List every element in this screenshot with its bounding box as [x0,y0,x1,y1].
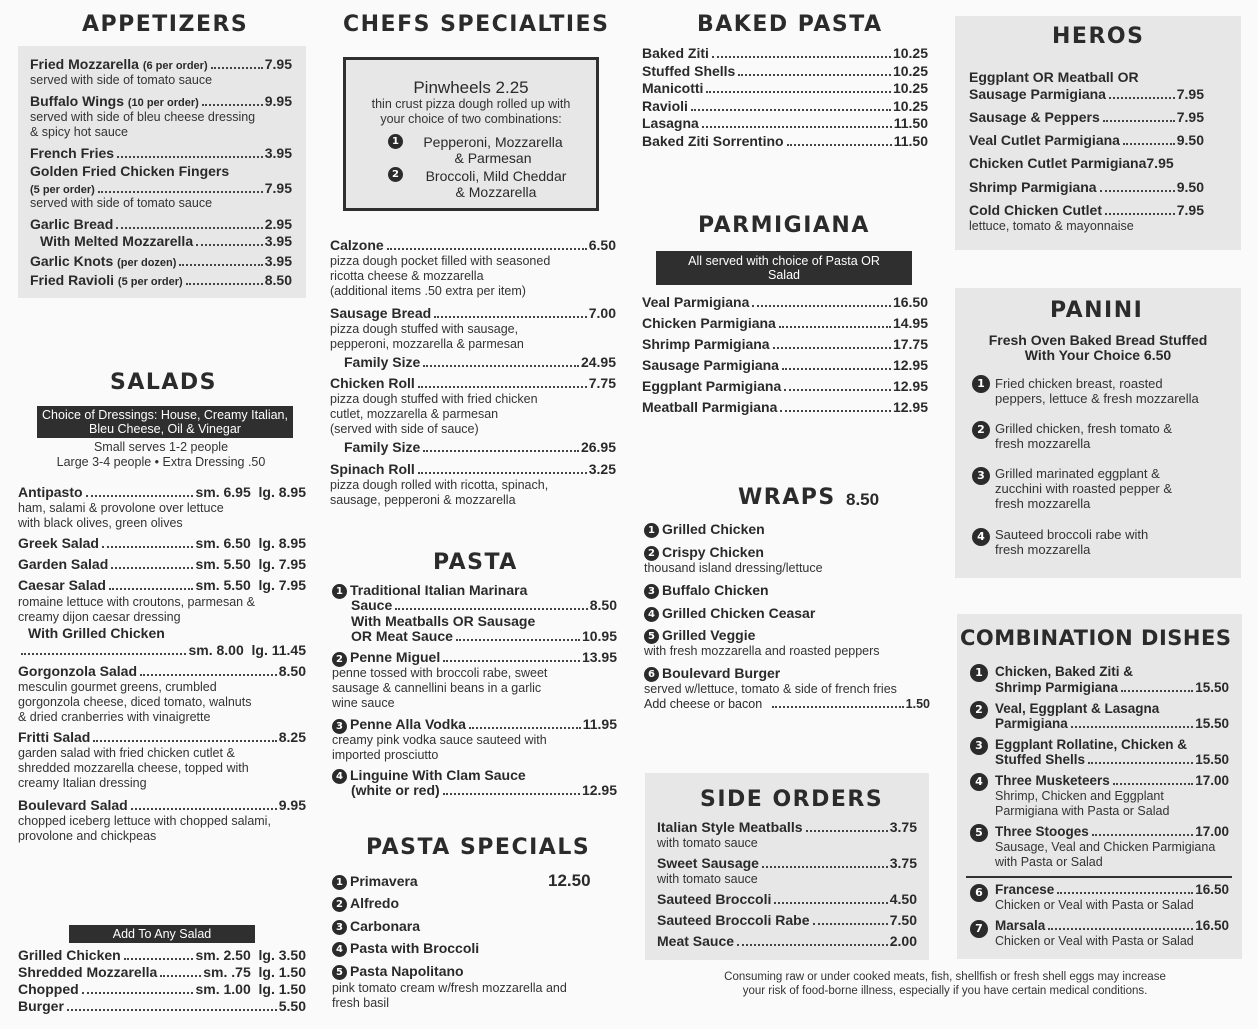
menu-item-name: 4 Linguine With Clam Sauce [332,767,526,784]
item-desc: wine sauce [332,696,395,710]
menu-item: Sausage Bread 7.00 [330,305,616,321]
chefs-specialties-heading: CHEFS SPECIALTIES [343,12,610,37]
item-desc: pizza dough rolled with ricotta, spinach, [330,478,549,492]
number-2-icon: 2 [644,546,659,561]
item-desc: penne tossed with broccoli rabe, sweet [332,666,548,680]
item-desc: sausage & cannellini beans in a garlic [332,681,542,695]
menu-item: Sauce 8.50 [351,597,617,613]
item-desc: imported prosciutto [332,748,439,762]
item-desc: sausage, pepperoni & mozzarella [330,493,516,507]
panini-option: Grilled chicken, fresh tomato & fresh mozzarella [995,421,1173,451]
item-desc: served with side of tomato sauce [30,73,213,87]
number-2-icon: 2 [388,167,403,182]
menu-item: Three Stooges 17.00 [995,824,1229,839]
menu-item: (white or red) 12.95 [351,782,617,798]
menu-item: Garden Salad sm. 5.50 lg. 7.95 [18,556,306,572]
wrap-item: 3 Buffalo Chicken [644,582,769,599]
item-desc: romaine lettuce with croutons, parmesan & [18,595,255,609]
menu-item: Chicken Roll 7.75 [330,375,616,391]
parmigiana-banner: All served with choice of Pasta OR Salad [656,251,912,285]
menu-item: Lasagna 11.50 [642,115,928,131]
menu-item-name: With Meatballs OR Sausage [351,613,536,629]
special-item: 1 Primavera [332,873,418,890]
menu-item: Sausage & Peppers 7.95 [969,109,1204,125]
pasta-heading: PASTA [433,550,518,575]
menu-item: Stuffed Shells 10.25 [642,63,928,79]
item-desc: gorgonzola cheese, diced tomato, walnuts [18,695,252,709]
number-1-icon: 1 [970,664,988,682]
wrap-item: 1 Grilled Chicken [644,521,765,538]
menu-item: Sauteed Broccoli 4.50 [657,891,917,907]
menu-item: Buffalo Wings (10 per order) 9.95 [30,93,292,109]
number-4-icon: 4 [972,528,990,546]
dressings-banner: Choice of Dressings: House, Creamy Italian, Bleu Cheese, Oil & Vinegar [37,406,293,438]
item-desc: creamy pink vodka sauce sauteed with [332,733,547,747]
menu-item: Shrimp Parmigiana 15.50 [995,680,1229,695]
menu-item: Italian Style Meatballs 3.75 [657,819,917,835]
pinwheels-desc: your choice of two combinations: [380,112,562,126]
combo-option [388,165,406,182]
wrap-item: 5 Grilled Veggie [644,627,755,644]
menu-item: Chicken Parmigiana 14.95 [642,315,928,331]
panini-option: Fried chicken breast, roasted peppers, lettuce & fresh mozzarella [995,376,1199,406]
number-4-icon: 4 [644,607,659,622]
size-note: Small serves 1-2 people [93,440,229,454]
item-desc: served w/lettuce, tomato & side of french fries [644,682,897,696]
menu-item: Meat Sauce 2.00 [657,933,917,949]
number-2-icon: 2 [970,701,988,719]
menu-item: Veal Parmigiana 16.50 [642,294,928,310]
item-desc: served with side of bleu cheese dressing [30,110,256,124]
item-desc: & dried cranberries with vinaigrette [18,710,211,724]
number-4-icon: 4 [332,769,347,784]
item-desc: with fresh mozzarella and roasted peppers [644,644,880,658]
side-orders-heading: SIDE ORDERS [700,787,884,812]
item-desc: pepperoni, mozzarella & parmesan [330,337,524,351]
menu-item: Baked Ziti 10.25 [642,45,928,61]
item-desc: creamy Italian dressing [18,776,147,790]
number-5-icon: 5 [970,824,988,842]
number-2-icon: 2 [972,421,990,439]
menu-item: Shredded Mozzarella sm. .75 lg. 1.50 [18,964,306,980]
panini-intro: Fresh Oven Baked Bread Stuffed [988,332,1208,348]
panini-heading: PANINI [1050,298,1144,323]
pinwheels-desc: thin crust pizza dough rolled up with [371,97,571,111]
number-6-icon: 6 [644,667,659,682]
health-disclaimer: your risk of food-borne illness, especially if you have certain medical conditions. [742,985,1148,997]
menu-item: Marsala 16.50 [995,918,1229,933]
number-4-icon: 4 [332,942,347,957]
menu-item-name: With Grilled Chicken [28,625,165,641]
item-desc: (served with side of sauce) [330,422,479,436]
item-desc: (additional items .50 extra per item) [330,284,526,298]
item-desc: & spicy hot sauce [30,125,128,139]
menu-item: Chicken Cutlet Parmigiana 7.95 [969,155,1174,171]
divider [966,876,1232,878]
item-desc: mesculin gourmet greens, crumbled [18,680,217,694]
menu-item: Spinach Roll 3.25 [330,461,616,477]
special-item: 3 Carbonara [332,918,420,935]
number-1-icon: 1 [388,134,403,149]
menu-item: Three Musketeers 17.00 [995,773,1229,788]
menu-item: Parmigiana 15.50 [995,716,1229,731]
item-desc: thousand island dressing/lettuce [644,561,823,575]
number-2-icon: 2 [332,652,347,667]
menu-item: Boulevard Salad 9.95 [18,797,306,813]
item-desc: with tomato sauce [657,836,758,850]
number-5-icon: 5 [332,965,347,980]
pasta-specials-heading: PASTA SPECIALS [366,835,591,860]
pinwheels-box [343,57,599,211]
wraps-price: 8.50 [846,490,880,509]
menu-item: Fried Mozzarella (6 per order) 7.95 [30,56,292,72]
number-1-icon: 1 [972,375,990,393]
menu-item: Calzone 6.50 [330,237,616,253]
menu-item: With Melted Mozzarella 3.95 [40,233,292,249]
menu-item-name: 1 Traditional Italian Marinara [332,582,527,599]
panini-intro: With Your Choice 6.50 [1024,347,1172,363]
menu-item: Shrimp Parmigiana 9.50 [969,179,1204,195]
menu-item: Francese 16.50 [995,882,1229,897]
item-desc: pizza dough stuffed with sausage, [330,322,519,336]
number-5-icon: 5 [644,629,659,644]
panini-option: Grilled marinated eggplant & zucchini with roasted pepper & fresh mozzarella [995,466,1173,511]
number-1-icon: 1 [644,523,659,538]
combination-heading: COMBINATION DISHES [960,626,1232,650]
add-to-salad-banner: Add To Any Salad [69,925,255,943]
menu-item-name: Veal, Eggplant & Lasagna [995,701,1160,716]
menu-item: Gorgonzola Salad 8.50 [18,663,306,679]
number-3-icon: 3 [332,920,347,935]
menu-item: Sauteed Broccoli Rabe 7.50 [657,912,917,928]
number-1-icon: 1 [332,584,347,599]
menu-item: Garlic Bread 2.95 [30,216,292,232]
combo-option-text: Pepperoni, Mozzarella & Parmesan [423,134,563,166]
wraps-heading: WRAPS [738,485,836,510]
menu-item: sm. 8.00 lg. 11.45 [18,642,306,658]
menu-item: Cold Chicken Cutlet 7.95 [969,202,1204,218]
menu-item-name: Golden Fried Chicken Fingers [30,163,230,179]
pinwheels-title: Pinwheels 2.25 [413,78,529,97]
menu-item: Antipasto sm. 6.95 lg. 8.95 [18,484,306,500]
heros-heading: HEROS [1052,24,1145,49]
item-desc: served with side of tomato sauce [30,196,213,210]
item-desc: ricotta cheese & mozzarella [330,269,484,283]
number-1-icon: 1 [332,875,347,890]
menu-item-name: Eggplant OR Meatball OR [969,69,1139,85]
menu-item: (5 per order) 7.95 [30,180,292,196]
item-desc: pink tomato cream w/fresh mozzarella and [332,981,567,995]
menu-item: 2 Penne Miguel 13.95 [332,649,617,667]
appetizers-heading: APPETIZERS [82,12,249,37]
menu-item: Meatball Parmigiana 12.95 [642,399,928,415]
item-desc: Sausage, Veal and Chicken Parmigiana with Pasta or Salad [995,840,1216,869]
health-disclaimer: Consuming raw or under cooked meats, fish, shellfish or fresh shell eggs may increase [724,971,1166,983]
menu-item: Family Size 24.95 [344,354,616,370]
baked-pasta-heading: BAKED PASTA [697,12,883,37]
item-desc: garden salad with fried chicken cutlet & [18,746,235,760]
menu-item: Veal Cutlet Parmigiana 9.50 [969,132,1204,148]
number-3-icon: 3 [332,719,347,734]
item-desc: Shrimp, Chicken and Eggplant Parmigiana with Pasta or Salad [995,789,1170,818]
menu-item: Add cheese or bacon 1.50 [644,697,930,711]
number-3-icon: 3 [972,467,990,485]
menu-item: Stuffed Shells 15.50 [995,752,1229,767]
menu-item: Burger 5.50 [18,998,306,1014]
number-3-icon: 3 [970,737,988,755]
pasta-specials-price: 12.50 [548,871,591,890]
item-desc: lettuce, tomato & mayonnaise [969,219,1134,233]
item-desc: Chicken or Veal with Pasta or Salad [995,898,1194,912]
item-desc: shredded mozzarella cheese, topped with [18,761,249,775]
wrap-item: 2 Crispy Chicken [644,544,764,561]
special-item: 2 Alfredo [332,895,399,912]
number-7-icon: 7 [970,920,988,938]
menu-item-name: Chicken, Baked Ziti & [995,664,1134,679]
menu-item: Sausage Parmigiana 12.95 [642,357,928,373]
menu-item: Manicotti 10.25 [642,80,928,96]
menu-item: Greek Salad sm. 6.50 lg. 8.95 [18,535,306,551]
menu-item: Caesar Salad sm. 5.50 lg. 7.95 [18,577,306,593]
item-desc: cutlet, mozzarella & parmesan [330,407,499,421]
menu-item: Sausage Parmigiana 7.95 [969,86,1204,102]
combo-option-text: Broccoli, Mild Cheddar & Mozzarella [425,168,567,200]
menu-item: Ravioli 10.25 [642,98,928,114]
panini-option: Sauteed broccoli rabe with fresh mozzarella [995,527,1149,557]
wrap-item: 6 Boulevard Burger [644,665,780,682]
item-desc: chopped iceberg lettuce with chopped salami, [18,814,271,828]
size-note: Large 3-4 people • Extra Dressing .50 [56,455,266,469]
item-desc: Chicken or Veal with Pasta or Salad [995,934,1194,948]
menu-item: French Fries 3.95 [30,145,292,161]
menu-item: Sweet Sausage 3.75 [657,855,917,871]
menu-item: Garlic Knots (per dozen) 3.95 [30,253,292,269]
menu-item: Grilled Chicken sm. 2.50 lg. 3.50 [18,947,306,963]
menu-item: Baked Ziti Sorrentino 11.50 [642,133,928,149]
menu-item: Family Size 26.95 [344,439,616,455]
number-4-icon: 4 [970,773,988,791]
menu-item: Eggplant Parmigiana 12.95 [642,378,928,394]
number-3-icon: 3 [644,584,659,599]
menu-item-name: Eggplant Rollatine, Chicken & [995,737,1188,752]
item-desc: with black olives, green olives [18,516,183,530]
special-item: 5 Pasta Napolitano [332,963,464,980]
item-desc: creamy dijon caesar dressing [18,610,181,624]
item-desc: ham, salami & provolone over lettuce [18,501,224,515]
parmigiana-heading: PARMIGIANA [698,213,870,238]
special-item: 4 Pasta with Broccoli [332,940,479,957]
item-desc: fresh basil [332,996,389,1010]
item-desc: provolone and chickpeas [18,829,157,843]
item-desc: pizza dough pocket filled with seasoned [330,254,551,268]
combo-option [388,132,406,149]
item-desc: with tomato sauce [657,872,758,886]
menu-item: Shrimp Parmigiana 17.75 [642,336,928,352]
number-6-icon: 6 [970,884,988,902]
menu-item: Fried Ravioli (5 per order) 8.50 [30,272,292,288]
wrap-item: 4 Grilled Chicken Ceasar [644,605,815,622]
item-desc: pizza dough stuffed with fried chicken [330,392,538,406]
number-2-icon: 2 [332,897,347,912]
menu-item: Chopped sm. 1.00 lg. 1.50 [18,981,306,997]
menu-item: 3 Penne Alla Vodka 11.95 [332,716,617,734]
salads-heading: SALADS [110,370,218,395]
menu-item: Fritti Salad 8.25 [18,729,306,745]
menu-item: OR Meat Sauce 10.95 [351,628,617,644]
